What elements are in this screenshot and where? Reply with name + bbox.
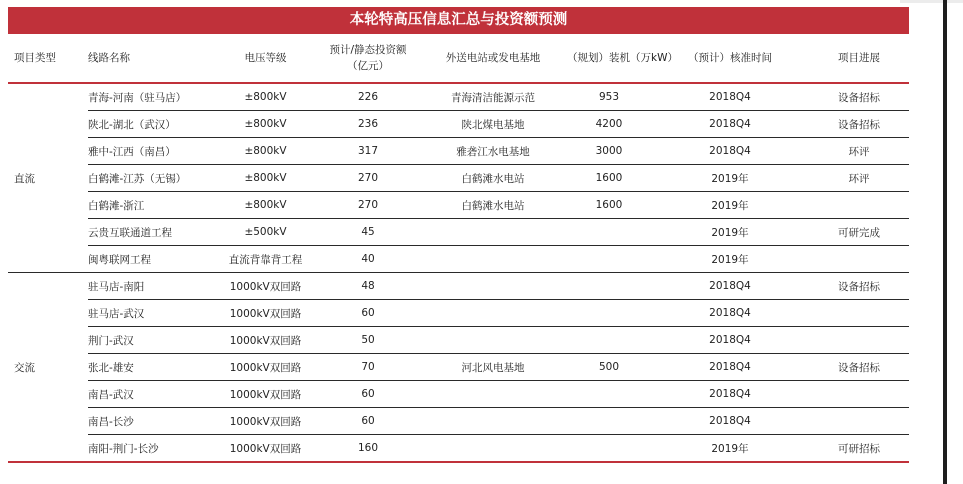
approval-cell: 2018Q4 xyxy=(651,408,809,435)
voltage-cell: 1000kV双回路 xyxy=(214,327,317,354)
progress-cell: 可研完成 xyxy=(809,219,909,246)
capacity-cell xyxy=(567,381,651,408)
approval-cell: 2019年 xyxy=(651,165,809,192)
source-cell: 白鹤滩水电站 xyxy=(419,192,567,219)
voltage-cell: ±800kV xyxy=(244,91,287,103)
investment-cell: 60 xyxy=(317,300,419,327)
window-edge-top xyxy=(900,0,963,3)
progress-cell xyxy=(809,381,909,408)
table-row xyxy=(8,381,909,408)
investment-cell: 50 xyxy=(317,327,419,354)
name-cell: 南阳-荆门-长沙 xyxy=(88,435,214,462)
name-cell: 闽粤联网工程 xyxy=(88,246,214,273)
table-row xyxy=(8,354,909,381)
table-row xyxy=(8,327,909,354)
name-cell: 雅中-江西（南昌） xyxy=(88,138,214,165)
approval-cell: 2019年 xyxy=(651,435,809,462)
voltage-cell: 1000kV双回路 xyxy=(214,300,317,327)
investment-cell: 70 xyxy=(317,354,419,381)
source-cell: 雅砻江水电基地 xyxy=(419,138,567,165)
voltage-cell: 1000kV双回路 xyxy=(214,408,317,435)
name-cell: 陕北-湖北（武汉） xyxy=(88,111,214,138)
approval-cell: 2019年 xyxy=(651,192,809,219)
progress-cell: 环评 xyxy=(809,138,909,165)
name-cell: 南昌-长沙 xyxy=(88,408,214,435)
name-cell: 南昌-武汉 xyxy=(88,381,214,408)
table-row xyxy=(8,111,909,138)
name-cell: 张北-雄安 xyxy=(88,354,214,381)
source-cell xyxy=(419,381,567,408)
table-body xyxy=(8,83,909,461)
col-header-name: 线路名称 xyxy=(88,52,130,64)
capacity-cell: 1600 xyxy=(567,192,651,219)
name-cell: 荆门-武汉 xyxy=(88,327,214,354)
approval-cell: 2018Q4 xyxy=(651,111,809,138)
capacity-cell xyxy=(567,408,651,435)
source-cell xyxy=(419,327,567,354)
col-header-source: 外送电站或发电基地 xyxy=(445,52,541,64)
approval-cell: 2019年 xyxy=(651,219,809,246)
table-title: 本轮特高压信息汇总与投资额预测 xyxy=(8,7,909,34)
capacity-cell: 4200 xyxy=(567,111,651,138)
investment-cell: 160 xyxy=(317,435,419,462)
source-cell xyxy=(419,273,567,300)
investment-cell: 270 xyxy=(317,192,419,219)
capacity-cell xyxy=(567,435,651,462)
table-row xyxy=(8,435,909,462)
table-row xyxy=(8,408,909,435)
table-row xyxy=(8,246,909,273)
capacity-cell xyxy=(567,327,651,354)
table-row xyxy=(8,300,909,327)
source-cell: 白鹤滩水电站 xyxy=(419,165,567,192)
voltage-cell: ±800kV xyxy=(214,138,317,165)
progress-cell: 环评 xyxy=(809,165,909,192)
table-row xyxy=(8,192,909,219)
capacity-cell: 500 xyxy=(567,354,651,381)
col-header-investment-line2: （亿元） xyxy=(347,60,389,72)
col-header-investment xyxy=(317,34,419,83)
voltage-cell: ±500kV xyxy=(214,219,317,246)
col-header-capacity: （规划）装机（万kW） xyxy=(567,52,678,64)
investment-cell: 236 xyxy=(317,111,419,138)
investment-cell: 226 xyxy=(357,91,379,103)
col-header-progress: 项目进展 xyxy=(838,52,880,64)
source-cell xyxy=(419,408,567,435)
source-cell: 青海清洁能源示范 xyxy=(451,91,535,104)
approval-cell: 2019年 xyxy=(651,246,809,273)
table-row xyxy=(8,83,909,111)
table-row xyxy=(8,138,909,165)
project-type-cell: 直流 xyxy=(14,172,35,185)
window-edge-right xyxy=(943,0,947,484)
approval-cell: 2018Q4 xyxy=(651,138,809,165)
voltage-cell: ±800kV xyxy=(214,111,317,138)
progress-cell xyxy=(809,192,909,219)
name-cell: 云贵互联通道工程 xyxy=(88,219,214,246)
name-cell: 青海-河南（驻马店） xyxy=(88,91,187,104)
voltage-cell: 1000kV双回路 xyxy=(214,435,317,462)
progress-cell: 可研招标 xyxy=(809,435,909,462)
approval-cell: 2018Q4 xyxy=(709,91,751,103)
voltage-cell: 1000kV双回路 xyxy=(214,273,317,300)
progress-cell: 设备招标 xyxy=(809,354,909,381)
table-row xyxy=(8,273,909,300)
capacity-cell: 953 xyxy=(598,91,620,103)
source-cell xyxy=(419,435,567,462)
voltage-cell: ±800kV xyxy=(214,192,317,219)
col-header-voltage: 电压等级 xyxy=(244,52,287,64)
progress-cell: 设备招标 xyxy=(838,91,880,104)
investment-cell: 60 xyxy=(317,408,419,435)
investment-cell: 45 xyxy=(317,219,419,246)
name-cell: 驻马店-南阳 xyxy=(88,273,214,300)
approval-cell: 2018Q4 xyxy=(651,354,809,381)
summary-table-panel xyxy=(8,7,909,463)
approval-cell: 2018Q4 xyxy=(651,327,809,354)
voltage-cell: 1000kV双回路 xyxy=(214,381,317,408)
progress-cell xyxy=(809,408,909,435)
progress-cell: 设备招标 xyxy=(809,273,909,300)
source-cell xyxy=(419,219,567,246)
progress-cell xyxy=(809,300,909,327)
voltage-cell: 1000kV双回路 xyxy=(214,354,317,381)
approval-cell: 2018Q4 xyxy=(651,381,809,408)
progress-cell xyxy=(809,246,909,273)
investment-cell: 48 xyxy=(317,273,419,300)
source-cell xyxy=(419,300,567,327)
investment-cell: 317 xyxy=(317,138,419,165)
uhv-project-table xyxy=(8,34,909,461)
capacity-cell xyxy=(567,246,651,273)
capacity-cell xyxy=(567,300,651,327)
capacity-cell xyxy=(567,273,651,300)
investment-cell: 60 xyxy=(317,381,419,408)
capacity-cell: 3000 xyxy=(567,138,651,165)
source-cell: 河北风电基地 xyxy=(419,354,567,381)
progress-cell: 设备招标 xyxy=(809,111,909,138)
voltage-cell: ±800kV xyxy=(214,165,317,192)
source-cell: 陕北煤电基地 xyxy=(419,111,567,138)
capacity-cell: 1600 xyxy=(567,165,651,192)
col-header-approval: （预计）核准时间 xyxy=(688,52,772,64)
col-header-type: 项目类型 xyxy=(14,52,56,64)
header-row xyxy=(8,34,909,83)
progress-cell xyxy=(809,327,909,354)
voltage-cell: 直流背靠背工程 xyxy=(214,246,317,273)
approval-cell: 2018Q4 xyxy=(651,273,809,300)
table-row xyxy=(8,219,909,246)
investment-cell: 40 xyxy=(317,246,419,273)
source-cell xyxy=(419,246,567,273)
bottom-rule xyxy=(8,461,909,463)
col-header-investment-line1: 预计/静态投资额 xyxy=(329,44,407,56)
capacity-cell xyxy=(567,219,651,246)
name-cell: 白鹤滩-江苏（无锡） xyxy=(88,165,214,192)
approval-cell: 2018Q4 xyxy=(651,300,809,327)
investment-cell: 270 xyxy=(317,165,419,192)
name-cell: 白鹤滩-浙江 xyxy=(88,192,214,219)
table-row xyxy=(8,165,909,192)
name-cell: 驻马店-武汉 xyxy=(88,300,214,327)
project-type-cell: 交流 xyxy=(8,273,88,462)
